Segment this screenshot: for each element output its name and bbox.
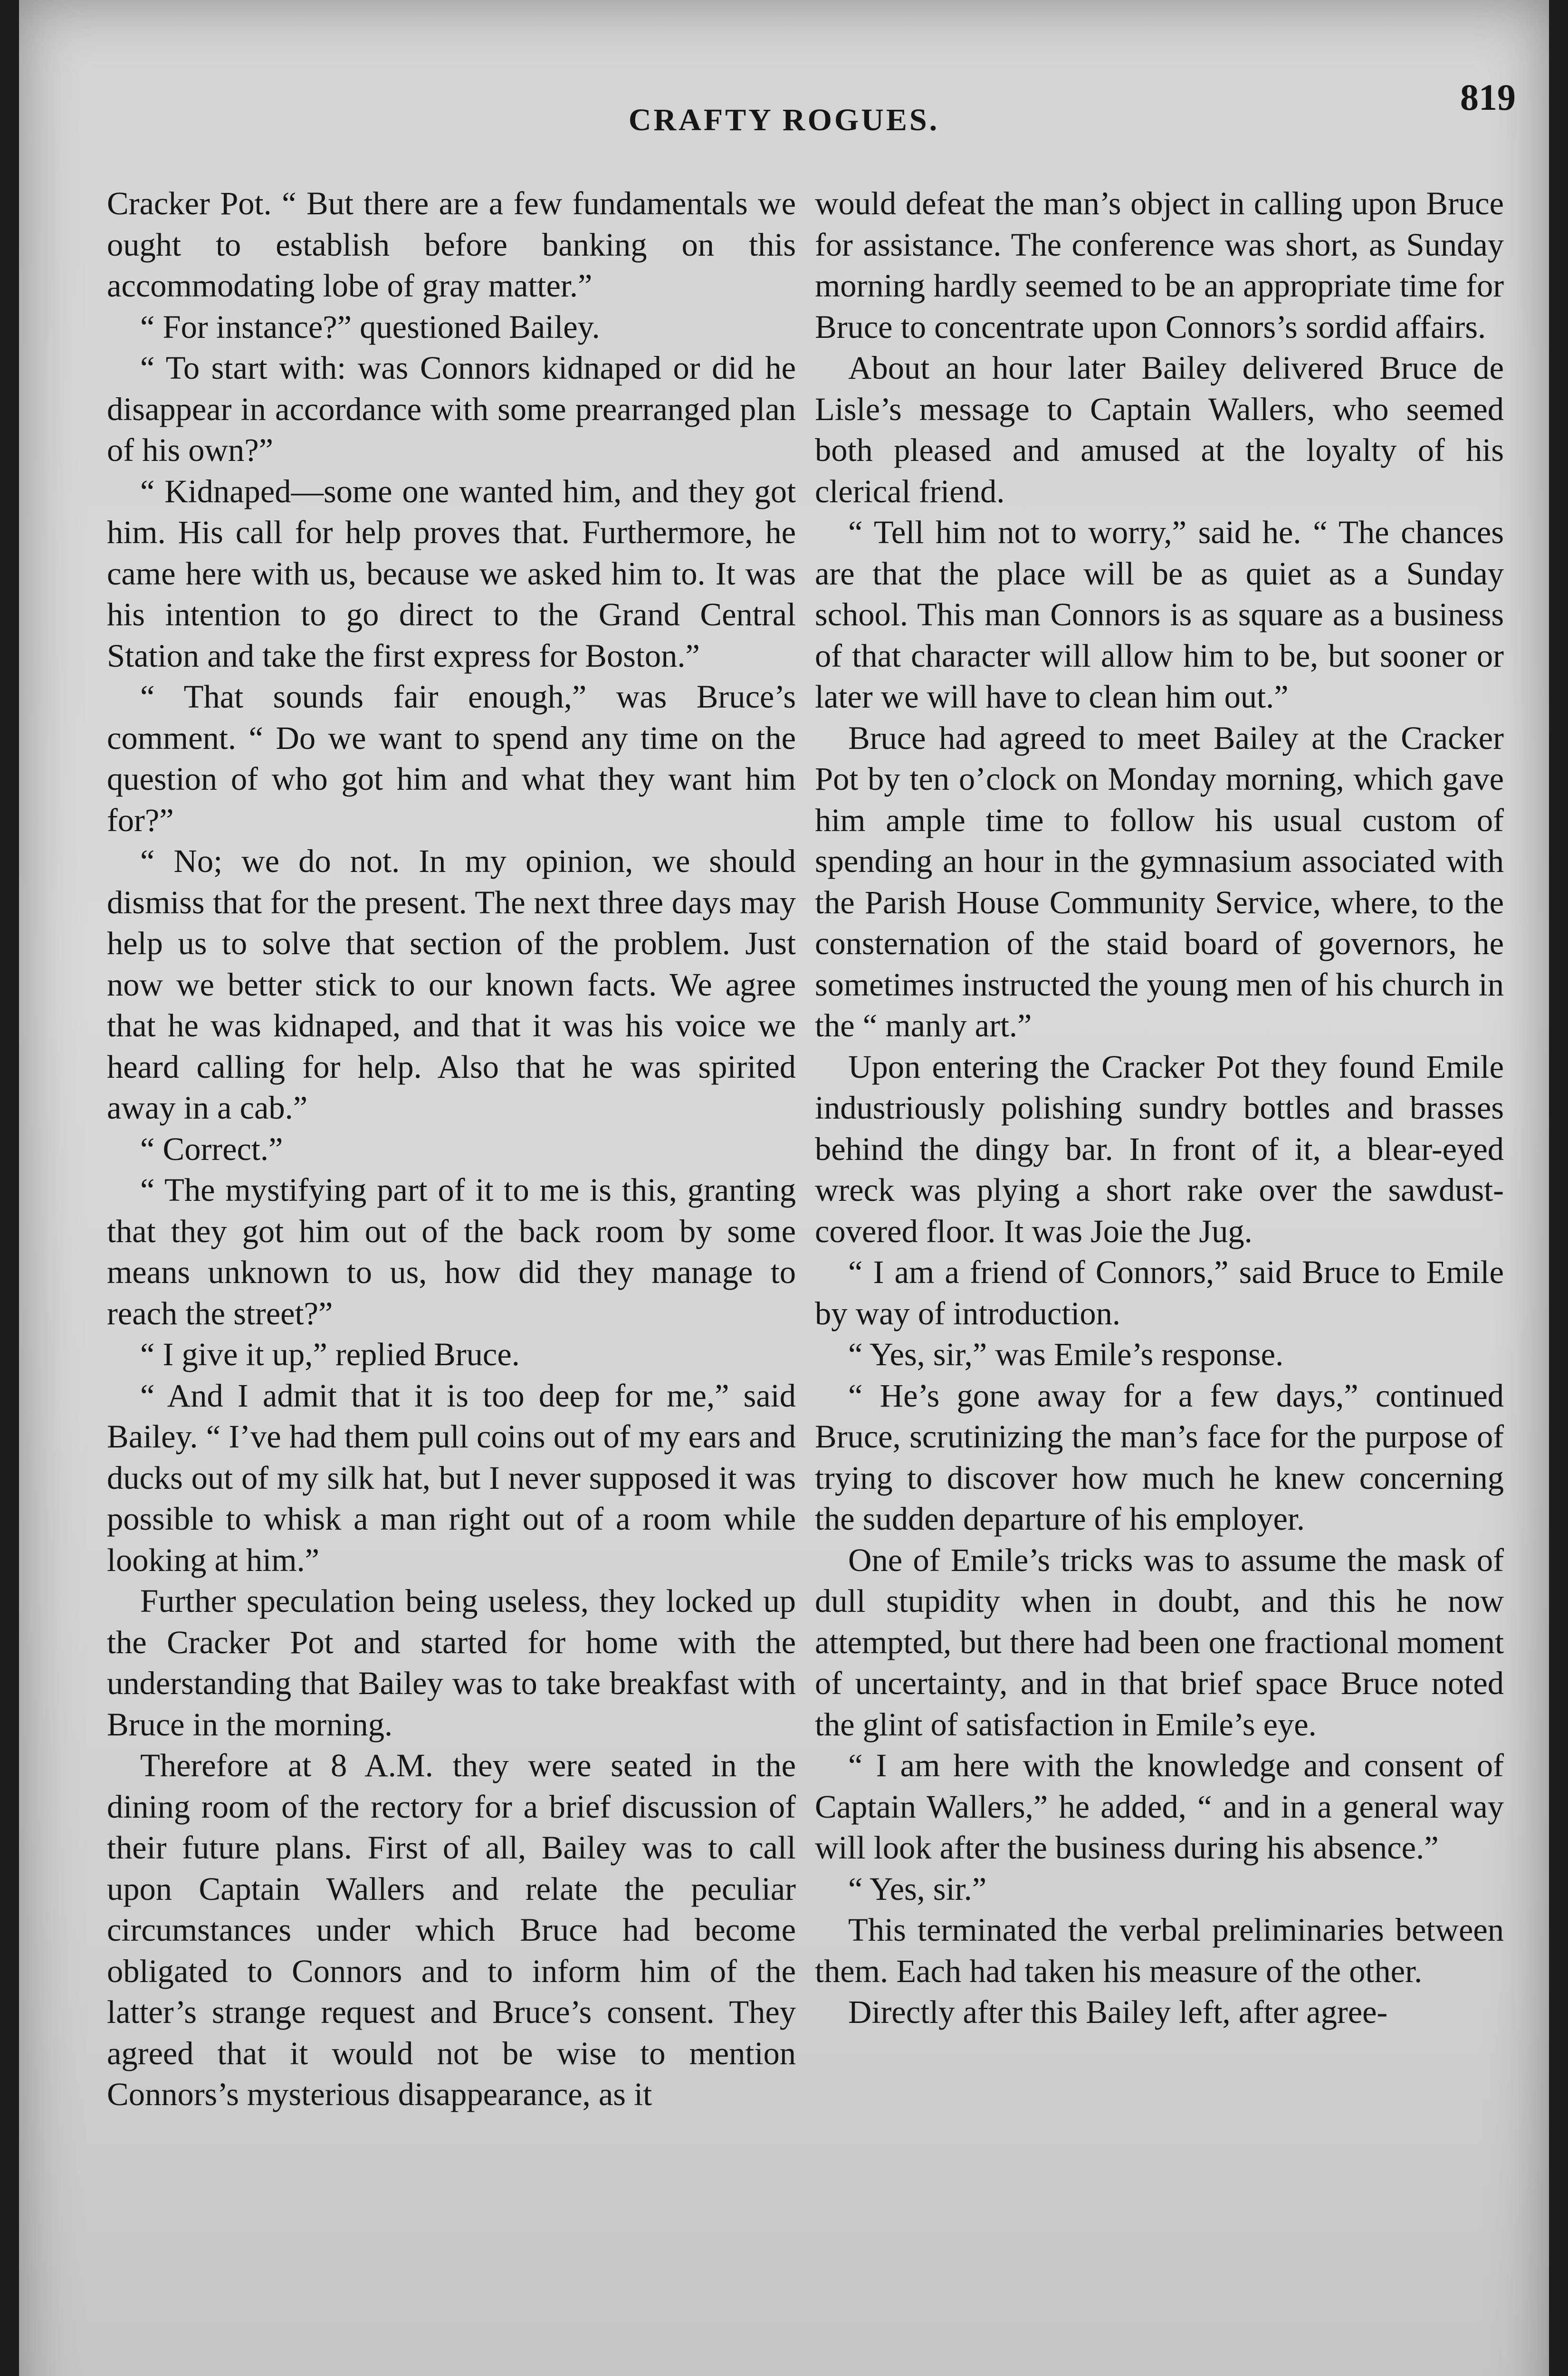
paragraph: “ I give it up,” replied Bruce.: [140, 1336, 520, 1372]
paragraph: One of Emile’s tricks was to assume the mask of dull stupidity when in doubt, and this he now attempted, but there had been one fractional moment of uncertainty, and in that brief space Bruce noted the glint of satisfaction in Emile’s eye.: [815, 1542, 1504, 1743]
paragraph: “ To start with: was Connors kidnaped or did he disappear in accordance with some prearranged plan of his own?”: [107, 350, 796, 468]
paragraph: Bruce had agreed to meet Bailey at the Cracker Pot by ten o’clock on Monday morning, which gave him ample time to follow his usual custom of spending an hour in the gymnasium associated with the Parish House Community Service, where, to the consternation of the staid board of governors, he sometimes instructed the young men of his church in the “ manly art.”: [815, 719, 1504, 1044]
paragraph: “ Tell him not to worry,” said he. “ The chances are that the place will be as quiet as a Sunday school. This man Connors is as square as a business of that character will allow him to be, but sooner or later we will have to clean him out.”: [815, 514, 1504, 715]
paragraph: “ Yes, sir.”: [848, 1870, 987, 1907]
book-page: [19, 0, 1549, 2376]
right-column: [815, 183, 1504, 2033]
page-number: 819: [1460, 77, 1516, 118]
paragraph: “ He’s gone away for a few days,” continued Bruce, scrutinizing the man’s face for the purpose of trying to discover how much he knew concerning the sudden departure of his employer.: [815, 1377, 1504, 1537]
paragraph-continued: would defeat the man’s object in calling upon Bruce for assistance. The conference was short, as Sunday morning hardly seemed to be an appropriate time for Bruce to concentrate upon Connors’s sordid affairs.: [815, 185, 1504, 345]
paragraph: “ For instance?” questioned Bailey.: [140, 308, 600, 345]
left-column: [107, 183, 796, 2115]
paragraph: This terminated the verbal preliminaries between them. Each had taken his measure of the other.: [815, 1912, 1504, 1989]
paragraph: Further speculation being useless, they locked up the Cracker Pot and started for home with the understanding that Bailey was to take breakfast with Bruce in the morning.: [107, 1583, 796, 1743]
paragraph-continued: Cracker Pot. “ But there are a few fundamentals we ought to establish before banking on this accommodating lobe of gray matter.”: [107, 185, 796, 304]
paragraph: “ I am here with the knowledge and consent of Captain Wallers,” he added, “ and in a general way will look after the business during his absence.”: [815, 1747, 1504, 1866]
paragraph: “ And I admit that it is too deep for me,” said Bailey. “ I’ve had them pull coins out of my ears and ducks out of my silk hat, but I never supposed it was possible to whisk a man right out of a room while looking at him.”: [107, 1377, 796, 1578]
running-title: CRAFTY ROGUES.: [628, 103, 940, 137]
paragraph: About an hour later Bailey delivered Bruce de Lisle’s message to Captain Wallers, who seemed both pleased and amused at the loyalty of his clerical friend.: [815, 350, 1504, 509]
paragraph: Directly after this Bailey left, after agree-: [848, 1994, 1388, 2030]
paragraph: “ No; we do not. In my opinion, we should dismiss that for the present. The next three days may help us to solve that section of the problem. Just now we better stick to our known facts. We agree that he was kidnaped, and that it was his voice we heard calling for help. Also that he was spirited away in a cab.”: [107, 843, 796, 1126]
paragraph: “ That sounds fair enough,” was Bruce’s comment. “ Do we want to spend any time on the question of who got him and what they want him for?”: [107, 679, 796, 838]
paragraph: Therefore at 8 A.M. they were seated in the dining room of the rectory for a brief discussion of their future plans. First of all, Bailey was to call upon Captain Wallers and relate the peculiar circumstances under which Bruce had become obligated to Connors and to inform him of the latter’s strange request and Bruce’s consent. They agreed that it would not be wise to mention Connors’s mysterious disappearance, as it: [107, 1747, 796, 2112]
paragraph: Upon entering the Cracker Pot they found Emile industriously polishing sundry bottles and brasses behind the dingy bar. In front of it, a blear-eyed wreck was plying a short rake over the sawdust-covered floor. It was Joie the Jug.: [815, 1048, 1504, 1249]
paragraph: “ Yes, sir,” was Emile’s response.: [848, 1336, 1284, 1372]
paragraph: “ The mystifying part of it to me is this, granting that they got him out of the back room by some means unknown to us, how did they manage to reach the street?”: [107, 1172, 796, 1332]
paragraph: “ Correct.”: [140, 1131, 283, 1167]
paragraph: “ I am a friend of Connors,” said Bruce to Emile by way of introduction.: [815, 1254, 1504, 1332]
paragraph: “ Kidnaped—some one wanted him, and they got him. His call for help proves that. Furthermore, he came here with us, because we asked him to. It was his intention to go direct to the Grand Central Station and take the first express for Boston.”: [107, 473, 796, 674]
